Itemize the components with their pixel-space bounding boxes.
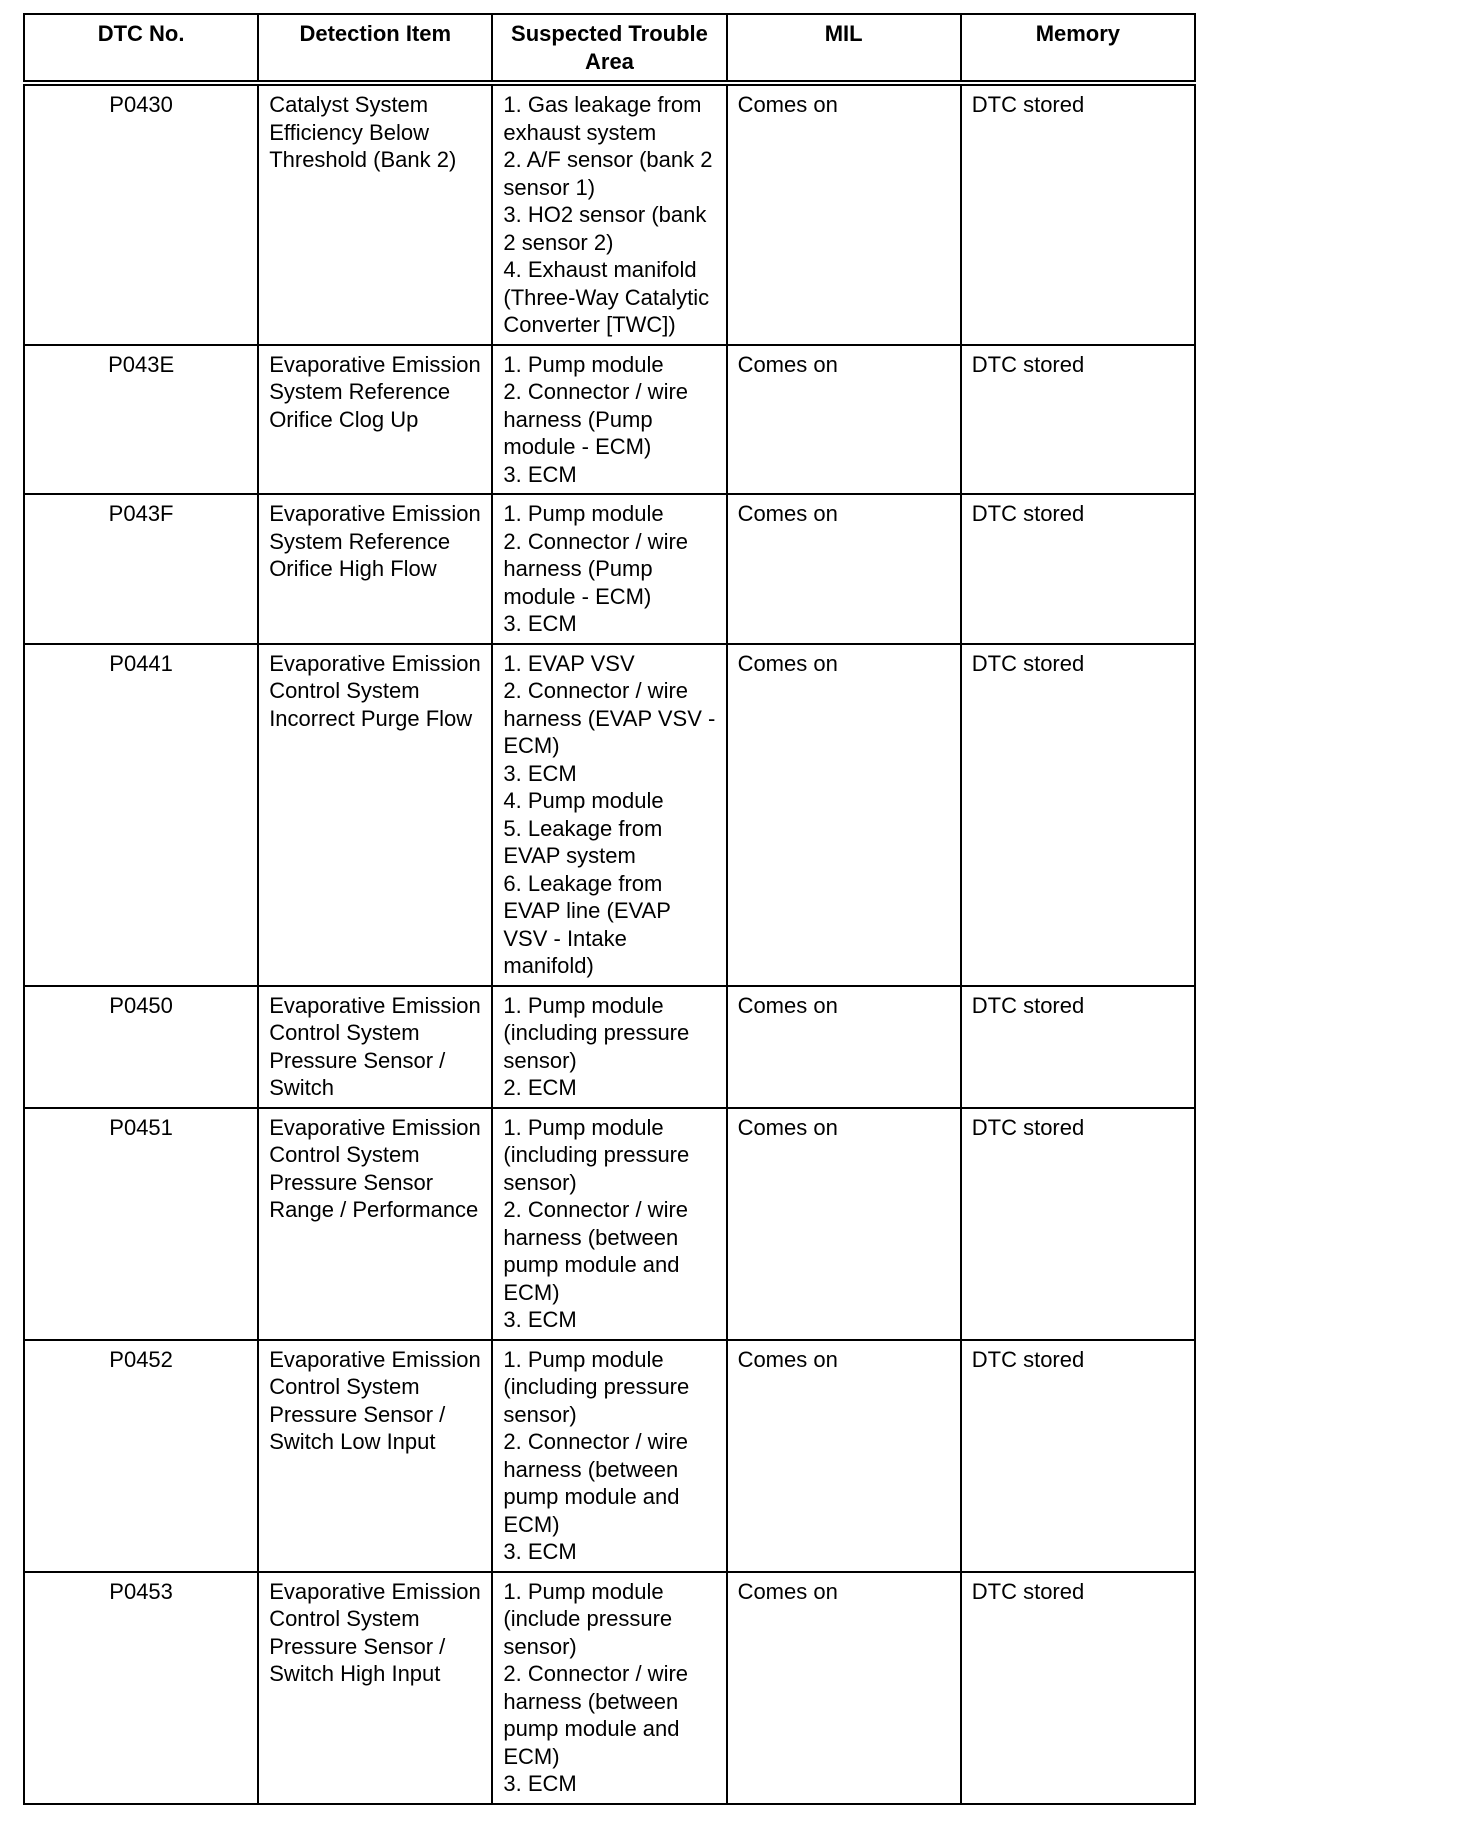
trouble-area-line: 2. Connector / wire harness (between pump module and ECM)	[503, 1661, 689, 1769]
detection-item-cell: Evaporative Emission Control System Pressure Sensor / Switch High Input	[258, 1572, 492, 1804]
trouble-area-line: 3. ECM	[503, 1771, 577, 1796]
mil-cell: Comes on	[727, 986, 961, 1108]
mil-cell: Comes on	[727, 494, 961, 644]
trouble-area-line: 3. ECM	[503, 1307, 577, 1332]
dtc-code-cell: P043F	[24, 494, 258, 644]
trouble-area-line: 2. Connector / wire harness (between pump module and ECM)	[503, 1197, 689, 1305]
trouble-area-line: 3. ECM	[503, 461, 577, 487]
trouble-area-line: 1. Pump module (including pressure sensor)	[503, 992, 690, 1073]
table-row	[24, 1572, 1195, 1804]
dtc-code-cell: P0453	[24, 1572, 258, 1804]
trouble-area-line: 3. ECM	[503, 760, 577, 786]
memory-cell: DTC stored	[961, 83, 1195, 345]
memory-cell: DTC stored	[961, 494, 1195, 644]
memory-cell: DTC stored	[961, 1572, 1195, 1804]
header-row	[24, 14, 1195, 83]
trouble-area-cell	[492, 986, 726, 1108]
mil-cell: Comes on	[727, 345, 961, 495]
memory-cell: DTC stored	[961, 1108, 1195, 1340]
memory-cell: DTC stored	[961, 1340, 1195, 1572]
header-memory: Memory	[961, 14, 1195, 83]
trouble-area-cell	[492, 644, 726, 986]
dtc-code-cell: P0430	[24, 83, 258, 345]
detection-item-cell: Evaporative Emission System Reference Orifice High Flow	[258, 494, 492, 644]
trouble-area-line: 2. A/F sensor (bank 2 sensor 1)	[503, 147, 713, 200]
memory-cell: DTC stored	[961, 644, 1195, 986]
memory-cell: DTC stored	[961, 986, 1195, 1108]
detection-item-cell: Evaporative Emission Control System Incorrect Purge Flow	[258, 644, 492, 986]
table-row	[24, 494, 1195, 644]
trouble-area-line: 1. Pump module	[503, 501, 664, 526]
trouble-area-line: 1. EVAP VSV	[503, 650, 635, 676]
trouble-area-line: 4. Pump module	[503, 788, 664, 813]
header-suspected-trouble-area: Suspected Trouble Area	[492, 14, 726, 83]
dtc-table	[23, 13, 1196, 1805]
detection-item-cell: Evaporative Emission Control System Pressure Sensor Range / Performance	[258, 1108, 492, 1340]
trouble-area-line: 3. ECM	[503, 611, 577, 636]
mil-cell: Comes on	[727, 1108, 961, 1340]
header-dtc-no: DTC No.	[24, 14, 258, 83]
dtc-code-cell: P043E	[24, 345, 258, 495]
dtc-code-cell: P0441	[24, 644, 258, 986]
trouble-area-cell	[492, 1572, 726, 1804]
detection-item-cell: Evaporative Emission Control System Pressure Sensor / Switch Low Input	[258, 1340, 492, 1572]
header-detection-item: Detection Item	[258, 14, 492, 83]
trouble-area-line: 2. Connector / wire harness (Pump module - ECM)	[503, 528, 689, 609]
trouble-area-line: 2. Connector / wire harness (Pump module - ECM)	[503, 379, 689, 459]
detection-item-cell: Catalyst System Efficiency Below Threshold (Bank 2)	[258, 83, 492, 345]
trouble-area-line: 2. Connector / wire harness (EVAP VSV - ECM)	[503, 678, 716, 758]
dtc-code-cell: P0450	[24, 986, 258, 1108]
trouble-area-line: 1. Pump module (including pressure sensor)	[503, 1346, 690, 1427]
trouble-area-line: 1. Pump module (include pressure sensor)	[503, 1578, 673, 1659]
trouble-area-line: 2. ECM	[503, 1075, 577, 1100]
trouble-area-line: 5. Leakage from EVAP system	[503, 815, 663, 868]
trouble-area-line: 2. Connector / wire harness (between pump module and ECM)	[503, 1429, 689, 1537]
dtc-code-cell: P0451	[24, 1108, 258, 1340]
trouble-area-line: 3. HO2 sensor (bank 2 sensor 2)	[503, 202, 707, 255]
trouble-area-cell	[492, 83, 726, 345]
trouble-area-cell	[492, 494, 726, 644]
mil-cell: Comes on	[727, 83, 961, 345]
trouble-area-cell	[492, 1340, 726, 1572]
table-row	[24, 644, 1195, 986]
trouble-area-line: 1. Pump module	[503, 351, 664, 377]
detection-item-cell: Evaporative Emission Control System Pressure Sensor / Switch	[258, 986, 492, 1108]
trouble-area-cell	[492, 345, 726, 495]
mil-cell: Comes on	[727, 644, 961, 986]
detection-item-cell: Evaporative Emission System Reference Orifice Clog Up	[258, 345, 492, 495]
table-row	[24, 345, 1195, 495]
table-row	[24, 83, 1195, 345]
header-mil: MIL	[727, 14, 961, 83]
memory-cell: DTC stored	[961, 345, 1195, 495]
table-row	[24, 1340, 1195, 1572]
trouble-area-line: 3. ECM	[503, 1539, 577, 1564]
trouble-area-line: 1. Pump module (including pressure sensor)	[503, 1114, 690, 1195]
trouble-area-line: 4. Exhaust manifold (Three-Way Catalytic Converter [TWC])	[503, 257, 710, 337]
mil-cell: Comes on	[727, 1340, 961, 1572]
dtc-code-cell: P0452	[24, 1340, 258, 1572]
trouble-area-line: 1. Gas leakage from exhaust system	[503, 92, 702, 145]
trouble-area-cell	[492, 1108, 726, 1340]
trouble-area-line: 6. Leakage from EVAP line (EVAP VSV - Intake manifold)	[503, 870, 671, 978]
table-body	[24, 83, 1195, 1804]
table-row	[24, 986, 1195, 1108]
table-row	[24, 1108, 1195, 1340]
mil-cell: Comes on	[727, 1572, 961, 1804]
